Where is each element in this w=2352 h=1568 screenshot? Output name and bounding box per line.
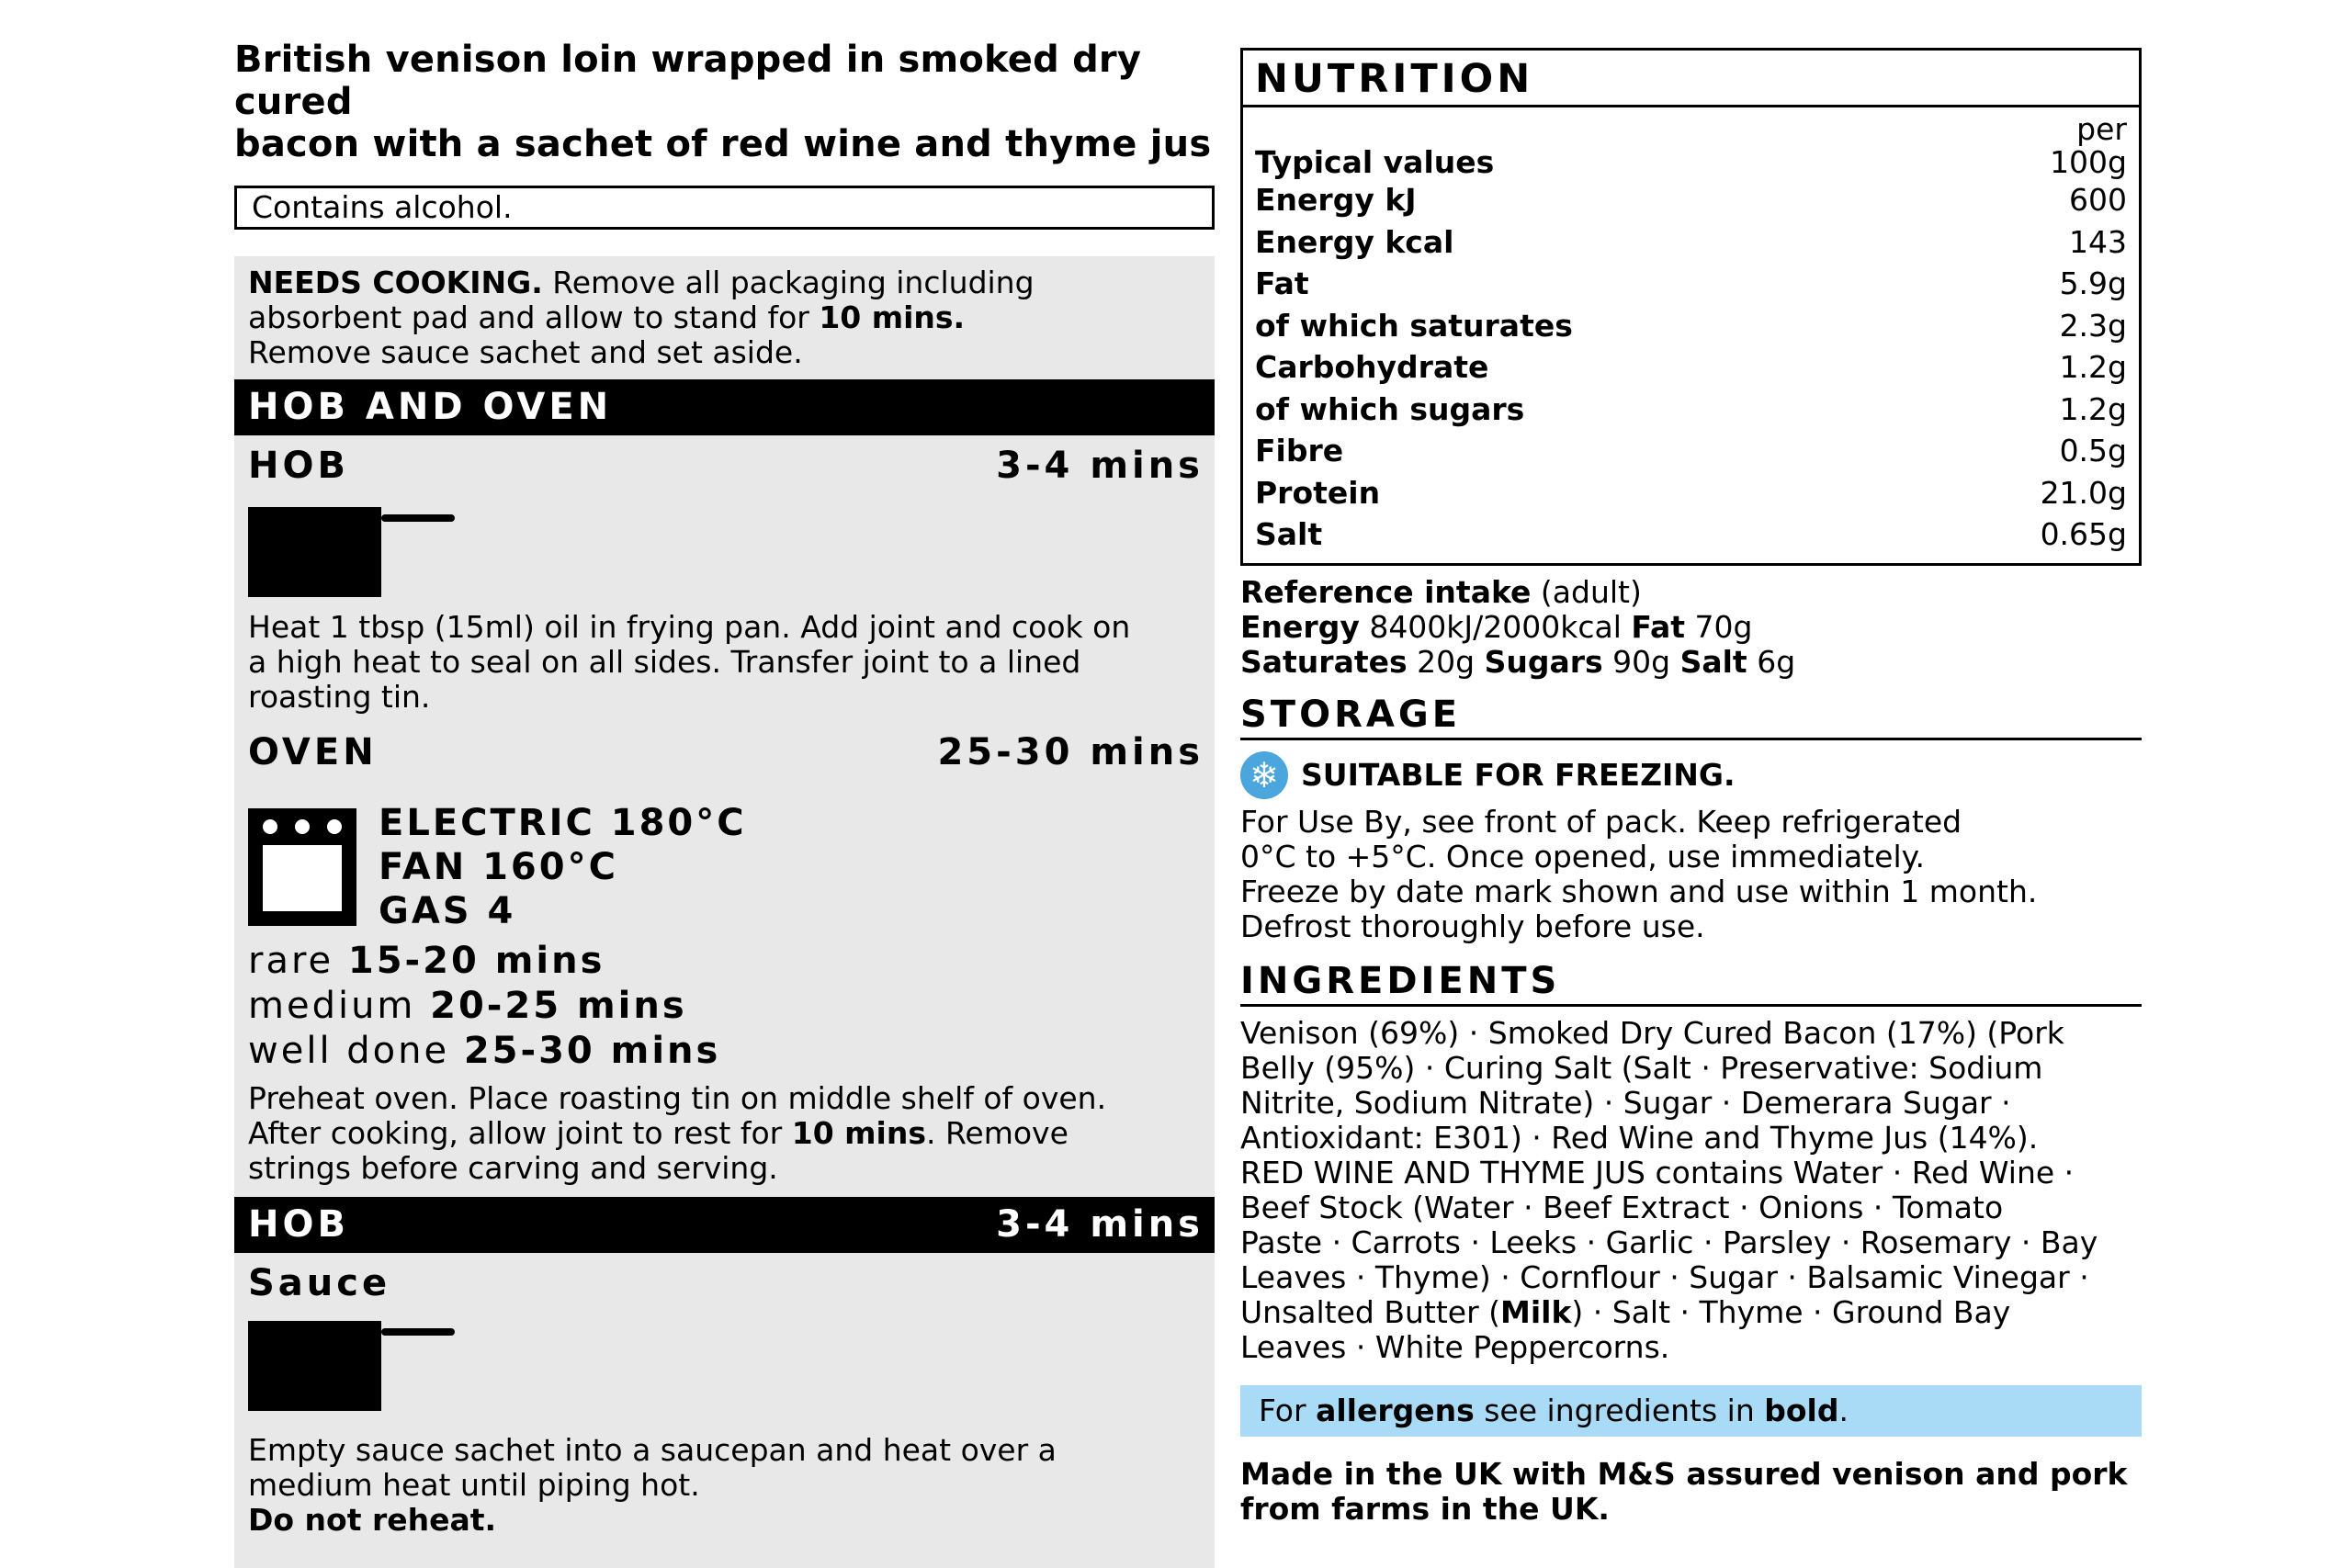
reheat-warning: Do not reheat. <box>248 1502 497 1538</box>
nutrient-label: Typical values <box>1255 144 1495 180</box>
doneness-label: rare <box>248 940 348 982</box>
nutrient-label: Carbohydrate <box>1255 349 1489 385</box>
ref-value: 70g <box>1685 608 1753 645</box>
nutrition-row <box>1255 305 2127 347</box>
rest-time: 10 mins <box>791 1115 926 1151</box>
doneness-label: medium <box>248 985 431 1027</box>
ingredient-line: Leaves · Thyme) · Cornflour · Sugar · Balsamic Vinegar · <box>1240 1258 2089 1295</box>
nutrition-table <box>1240 48 2142 566</box>
nutrient-label: Fibre <box>1255 433 1344 468</box>
reference-intake <box>1240 575 2142 680</box>
storage-heading: STORAGE <box>1240 693 2142 740</box>
storage-text <box>1240 805 2142 944</box>
storage-line: 0°C to +5°C. Once opened, use immediately. <box>1240 838 1925 874</box>
hob-heading <box>234 435 1215 496</box>
product-title <box>234 39 1215 165</box>
nutrient-value: 0.5g <box>2059 433 2127 468</box>
allergen-text: For <box>1259 1392 1317 1428</box>
hob-label: HOB <box>248 445 349 487</box>
cooking-instructions-panel <box>234 256 1215 1568</box>
gas-mark: GAS 4 <box>379 890 516 932</box>
oven-temperatures <box>379 801 747 933</box>
per-label: per <box>2076 111 2127 147</box>
ref-value: 20g <box>1407 643 1485 680</box>
ingredient-line: Nitrite, Sodium Nitrate) · Sugar · Demerara Sugar · <box>1240 1084 2011 1121</box>
intro-text: absorbent pad and allow to stand for <box>248 299 820 335</box>
nutrient-value: 100g <box>2050 144 2127 180</box>
fan-temp: FAN 160°C <box>379 846 618 888</box>
ingredient-text: ) · Salt · Thyme · Ground Bay <box>1571 1293 2011 1330</box>
instruction-line: Heat 1 tbsp (15ml) oil in frying pan. Add joint and cook on <box>248 609 1131 645</box>
nutrient-value: 21.0g <box>2040 474 2127 511</box>
nutrient-label: Salt <box>1255 516 1323 552</box>
section-time: 3-4 mins <box>996 1203 1204 1246</box>
nutrient-value: 5.9g <box>2059 265 2127 301</box>
oven-label: OVEN <box>248 731 378 773</box>
ingredient-line: Paste · Carrots · Leeks · Garlic · Parsley · Rosemary · Bay <box>1240 1224 2098 1260</box>
nutrition-row <box>1255 389 2127 431</box>
sauce-label: Sauce <box>248 1262 391 1304</box>
origin-line: from farms in the UK. <box>1240 1490 1610 1527</box>
ref-label: Salt <box>1679 643 1747 680</box>
intro-text: Remove all packaging including <box>542 265 1035 300</box>
ref-value: 8400kJ/2000kcal <box>1359 608 1632 645</box>
nutrient-label: Energy kJ <box>1255 182 1417 218</box>
ingredient-line: Leaves · White Peppercorns. <box>1240 1328 1670 1365</box>
nutrient-value: 1.2g <box>2059 349 2127 385</box>
preparation-intro <box>234 256 1215 379</box>
oven-time: 25-30 mins <box>937 731 1204 773</box>
instruction-line: Preheat oven. Place roasting tin on middle shelf of oven. <box>248 1080 1107 1116</box>
nutrition-row <box>1255 346 2127 389</box>
nutrition-row <box>1255 146 2127 179</box>
nutrient-label: of which saturates <box>1255 307 1573 344</box>
sauce-hob-bar <box>234 1197 1215 1253</box>
storage-line: For Use By, see front of pack. Keep refrigerated <box>1240 803 1962 840</box>
product-title-line: British venison loin wrapped in smoked dry cured <box>234 39 1142 123</box>
oven-instructions <box>234 1081 1215 1186</box>
ingredient-line: Antioxidant: E301) · Red Wine and Thyme Jus (14%). <box>1240 1119 2039 1156</box>
instruction-text: After cooking, allow joint to rest for <box>248 1115 792 1151</box>
nutrition-row <box>1255 179 2127 221</box>
nutrition-row <box>1255 472 2127 514</box>
nutrition-row <box>1255 263 2127 305</box>
product-title-line: bacon with a sachet of red wine and thyme jus <box>234 123 1212 165</box>
nutrient-value: 2.3g <box>2059 307 2127 344</box>
ref-heading: Reference intake <box>1240 573 1532 610</box>
info-column <box>1240 48 2142 1527</box>
ref-label: Sugars <box>1484 643 1603 680</box>
instruction-text: . Remove <box>925 1115 1069 1151</box>
ingredient-line: Belly (95%) · Curing Salt (Salt · Preservative: Sodium <box>1240 1049 2043 1086</box>
hob-and-oven-bar <box>234 379 1215 435</box>
nutrition-row <box>1255 221 2127 264</box>
nutrition-row <box>1255 513 2127 556</box>
storage-line: Freeze by date mark shown and use within 1 month. <box>1240 873 2038 909</box>
nutrient-value: 143 <box>2069 223 2127 260</box>
ref-label: Saturates <box>1240 643 1408 680</box>
allergen-bold: bold <box>1764 1392 1839 1428</box>
allergen-milk: Milk <box>1500 1293 1572 1330</box>
nutrient-label: of which sugars <box>1255 390 1525 427</box>
instruction-line: roasting tin. <box>248 679 431 715</box>
ingredient-line: Beef Stock (Water · Beef Extract · Onions · Tomato <box>1240 1189 2004 1225</box>
allergen-bold: allergens <box>1316 1392 1475 1428</box>
ingredients-heading: INGREDIENTS <box>1240 959 2142 1007</box>
ingredient-line: Venison (69%) · Smoked Dry Cured Bacon (17%) (Pork <box>1240 1014 2064 1051</box>
instruction-line: strings before carving and serving. <box>248 1150 778 1186</box>
cooking-column <box>234 39 1215 1568</box>
section-title: HOB AND OVEN <box>248 386 613 428</box>
oven-icon <box>248 808 356 926</box>
origin-line: Made in the UK with M&S assured venison and pork <box>1240 1455 2128 1492</box>
ref-label: Energy <box>1240 608 1360 645</box>
allergen-advice <box>1240 1385 2142 1437</box>
ref-value: 90g <box>1602 643 1680 680</box>
electric-temp: ELECTRIC 180°C <box>379 802 747 844</box>
nutrient-label: Protein <box>1255 474 1381 511</box>
doneness-time: 25-30 mins <box>463 1030 721 1072</box>
freezing-label: SUITABLE FOR FREEZING. <box>1301 757 1736 793</box>
ingredient-text: Unsalted Butter ( <box>1240 1293 1500 1330</box>
section-title: HOB <box>248 1203 349 1246</box>
intro-text: Remove sauce sachet and set aside. <box>248 334 803 370</box>
nutrient-label: Fat <box>1255 265 1309 301</box>
nutrition-row <box>1255 430 2127 472</box>
ingredients-list <box>1240 1016 2142 1365</box>
storage-line: Defrost thoroughly before use. <box>1240 908 1705 944</box>
nutrient-value: 600 <box>2069 182 2127 218</box>
needs-cooking-label: NEEDS COOKING. <box>248 265 543 300</box>
allergen-text: see ingredients in <box>1474 1392 1765 1428</box>
ref-value: 6g <box>1747 643 1796 680</box>
ref-label: Fat <box>1631 608 1686 645</box>
oven-heading <box>234 722 1215 783</box>
frying-pan-icon <box>248 507 469 597</box>
doneness-times <box>234 939 1215 1074</box>
nutrient-value: 0.65g <box>2040 516 2127 552</box>
ingredient-line: RED WINE AND THYME JUS contains Water · Red Wine · <box>1240 1154 2075 1190</box>
freezing-line <box>1240 750 2142 801</box>
origin-statement <box>1240 1457 2142 1527</box>
doneness-label: well done <box>248 1030 464 1072</box>
instruction-line: medium heat until piping hot. <box>248 1467 700 1503</box>
oven-settings <box>234 792 1215 933</box>
allergen-text: . <box>1838 1392 1849 1428</box>
nutrient-value: 1.2g <box>2059 390 2127 427</box>
alcohol-warning: Contains alcohol. <box>234 186 1215 230</box>
doneness-time: 20-25 mins <box>430 985 687 1027</box>
instruction-line: a high heat to seal on all sides. Transfer joint to a lined <box>248 644 1081 680</box>
nutrition-title: NUTRITION <box>1243 51 2139 107</box>
nutrition-rows <box>1243 107 2139 563</box>
hob-instructions <box>234 610 1215 715</box>
snowflake-icon: ❄ <box>1240 751 1288 799</box>
stand-time: 10 mins. <box>819 299 966 335</box>
frying-pan-icon <box>248 1321 469 1411</box>
doneness-time: 15-20 mins <box>347 940 605 982</box>
sauce-instructions <box>234 1433 1215 1538</box>
nutrient-label: Energy kcal <box>1255 223 1454 260</box>
ref-heading-suffix: (adult) <box>1531 573 1642 610</box>
instruction-line: Empty sauce sachet into a saucepan and heat over a <box>248 1432 1057 1468</box>
hob-time: 3-4 mins <box>996 445 1204 487</box>
